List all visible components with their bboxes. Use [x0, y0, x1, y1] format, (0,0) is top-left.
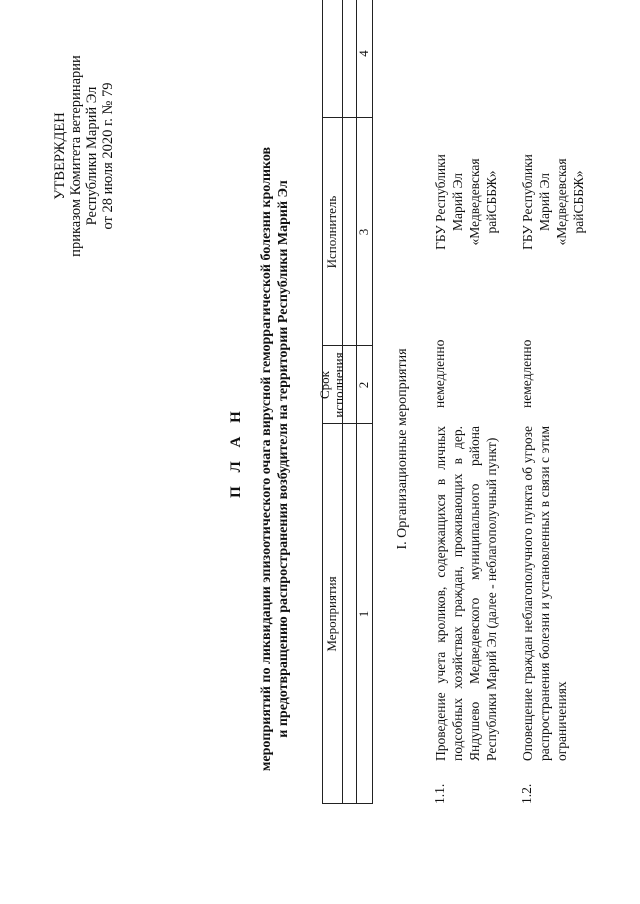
- executor-line: ГБУ Республики: [433, 154, 448, 250]
- executor-line: «Медведевская: [467, 158, 482, 246]
- header-executor: Исполнитель: [324, 195, 339, 269]
- executor-line: райСББЖ»: [484, 170, 499, 234]
- approval-line: Республики Марий Эл: [84, 86, 100, 226]
- row-deadline: немедленно: [519, 339, 534, 408]
- approval-line: от 28 июля 2020 г. № 79: [100, 82, 116, 230]
- header-deadline-line: исполнения: [331, 352, 346, 418]
- executor-line: Марий Эл: [537, 172, 552, 232]
- row-number: 1.1.: [432, 783, 447, 804]
- header-deadline: [317, 346, 346, 424]
- subtitle-line: и предотвращению распространения возбудителя на территории Республики Марий Эл: [276, 180, 291, 738]
- row-executor: [432, 132, 500, 272]
- plan-subtitle: [258, 114, 292, 804]
- executor-line: райСББЖ»: [571, 170, 586, 234]
- row-executor: [519, 132, 587, 272]
- executor-line: Марий Эл: [450, 172, 465, 232]
- executor-line: «Медведевская: [554, 158, 569, 246]
- row-measure: Проведение учета кроликов, содержащихся в личных подсобных хозяйствах граждан, проживающих в дер. Яндушево Медведевского муниципального района Республики Марий Эл (далее - неблагополучный пункт): [433, 426, 499, 761]
- approval-line: приказом Комитета ветеринарии: [68, 55, 84, 257]
- column-number: 1: [356, 610, 371, 618]
- approval-stamp: [52, 36, 116, 276]
- column-number: 2: [356, 381, 371, 389]
- row-measure: Оповещение граждан неблагополучного пункта об угрозе распространения болезни и установленных в связи с этим ограничениях: [520, 426, 569, 761]
- header-measures: Мероприятия: [324, 576, 339, 652]
- table-border: [372, 0, 373, 804]
- section-title: I. Организационные мероприятия: [395, 348, 410, 550]
- executor-line: ГБУ Республики: [520, 154, 535, 250]
- plan-title: П Л А Н: [228, 406, 244, 498]
- column-number: 4: [356, 50, 371, 57]
- column-number: 3: [356, 228, 371, 236]
- row-number: 1.2.: [519, 783, 534, 804]
- subtitle-line: мероприятий по ликвидации эпизоотического очага вирусной геморрагической болезни кроликов: [259, 146, 274, 772]
- approval-line: УТВЕРЖДЕН: [52, 112, 68, 200]
- row-deadline: немедленно: [432, 339, 447, 408]
- header-deadline-line: Срок: [317, 371, 332, 399]
